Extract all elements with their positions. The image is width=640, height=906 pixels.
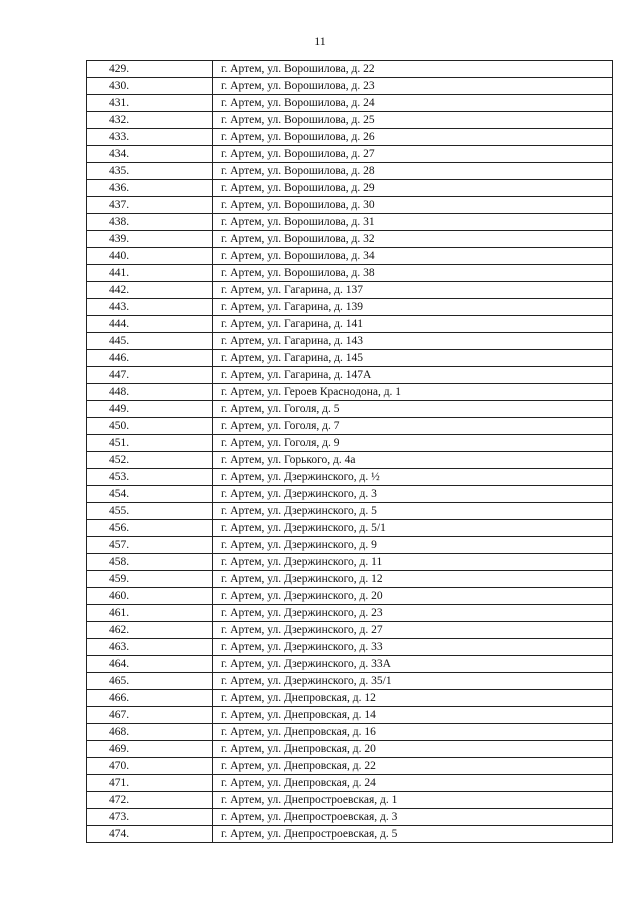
table-row (87, 265, 613, 282)
row-number: 460. (87, 588, 213, 605)
row-address: г. Артем, ул. Дзержинского, д. 27 (213, 622, 613, 639)
row-number: 436. (87, 180, 213, 197)
row-address: г. Артем, ул. Днепростроевская, д. 5 (213, 826, 613, 843)
row-address: г. Артем, ул. Дзержинского, д. 9 (213, 537, 613, 554)
row-address: г. Артем, ул. Гагарина, д. 139 (213, 299, 613, 316)
row-number: 455. (87, 503, 213, 520)
table-row (87, 503, 613, 520)
row-number: 469. (87, 741, 213, 758)
row-address: г. Артем, ул. Ворошилова, д. 30 (213, 197, 613, 214)
row-address: г. Артем, ул. Ворошилова, д. 27 (213, 146, 613, 163)
row-number: 459. (87, 571, 213, 588)
table-row (87, 384, 613, 401)
row-address: г. Артем, ул. Днепровская, д. 14 (213, 707, 613, 724)
row-number: 463. (87, 639, 213, 656)
row-address: г. Артем, ул. Днепростроевская, д. 3 (213, 809, 613, 826)
table-row (87, 129, 613, 146)
table-row (87, 146, 613, 163)
table-row (87, 588, 613, 605)
table-row (87, 350, 613, 367)
row-address: г. Артем, ул. Гагарина, д. 147А (213, 367, 613, 384)
row-number: 441. (87, 265, 213, 282)
table-row (87, 537, 613, 554)
row-number: 443. (87, 299, 213, 316)
row-address: г. Артем, ул. Дзержинского, д. 35/1 (213, 673, 613, 690)
table-row (87, 163, 613, 180)
table-row (87, 639, 613, 656)
table-row (87, 690, 613, 707)
row-number: 466. (87, 690, 213, 707)
row-number: 471. (87, 775, 213, 792)
row-address: г. Артем, ул. Дзержинского, д. 5/1 (213, 520, 613, 537)
row-address: г. Артем, ул. Дзержинского, д. 33 (213, 639, 613, 656)
row-number: 453. (87, 469, 213, 486)
table-row (87, 282, 613, 299)
row-number: 464. (87, 656, 213, 673)
row-number: 461. (87, 605, 213, 622)
row-number: 456. (87, 520, 213, 537)
row-address: г. Артем, ул. Гагарина, д. 141 (213, 316, 613, 333)
table-row (87, 741, 613, 758)
row-address: г. Артем, ул. Дзержинского, д. 20 (213, 588, 613, 605)
row-address: г. Артем, ул. Дзержинского, д. 3 (213, 486, 613, 503)
table-row (87, 214, 613, 231)
row-address: г. Артем, ул. Дзержинского, д. 23 (213, 605, 613, 622)
table-row (87, 724, 613, 741)
row-address: г. Артем, ул. Дзержинского, д. 33А (213, 656, 613, 673)
table-row (87, 61, 613, 78)
row-address: г. Артем, ул. Ворошилова, д. 34 (213, 248, 613, 265)
row-address: г. Артем, ул. Дзержинского, д. 5 (213, 503, 613, 520)
row-number: 437. (87, 197, 213, 214)
row-number: 462. (87, 622, 213, 639)
row-address: г. Артем, ул. Гоголя, д. 9 (213, 435, 613, 452)
row-address: г. Артем, ул. Гагарина, д. 137 (213, 282, 613, 299)
row-address: г. Артем, ул. Гоголя, д. 7 (213, 418, 613, 435)
row-number: 465. (87, 673, 213, 690)
row-address: г. Артем, ул. Днепровская, д. 16 (213, 724, 613, 741)
table-row (87, 333, 613, 350)
row-number: 434. (87, 146, 213, 163)
row-address: г. Артем, ул. Ворошилова, д. 25 (213, 112, 613, 129)
row-number: 442. (87, 282, 213, 299)
row-address: г. Артем, ул. Дзержинского, д. 12 (213, 571, 613, 588)
table-row (87, 809, 613, 826)
table-row (87, 826, 613, 843)
row-number: 430. (87, 78, 213, 95)
row-number: 444. (87, 316, 213, 333)
row-number: 438. (87, 214, 213, 231)
table-row (87, 758, 613, 775)
row-number: 448. (87, 384, 213, 401)
row-address: г. Артем, ул. Днепровская, д. 12 (213, 690, 613, 707)
table-row (87, 452, 613, 469)
table-row (87, 78, 613, 95)
row-address: г. Артем, ул. Ворошилова, д. 32 (213, 231, 613, 248)
table-row (87, 656, 613, 673)
row-address: г. Артем, ул. Гоголя, д. 5 (213, 401, 613, 418)
row-number: 431. (87, 95, 213, 112)
table-row (87, 792, 613, 809)
row-address: г. Артем, ул. Ворошилова, д. 28 (213, 163, 613, 180)
row-address: г. Артем, ул. Ворошилова, д. 29 (213, 180, 613, 197)
table-row (87, 520, 613, 537)
row-address: г. Артем, ул. Ворошилова, д. 31 (213, 214, 613, 231)
table-row (87, 197, 613, 214)
row-number: 445. (87, 333, 213, 350)
table-row (87, 248, 613, 265)
row-address: г. Артем, ул. Дзержинского, д. 11 (213, 554, 613, 571)
row-number: 467. (87, 707, 213, 724)
row-address: г. Артем, ул. Ворошилова, д. 22 (213, 61, 613, 78)
row-address: г. Артем, ул. Горького, д. 4а (213, 452, 613, 469)
page-number: 11 (314, 34, 326, 48)
row-number: 433. (87, 129, 213, 146)
row-address: г. Артем, ул. Дзержинского, д. ½ (213, 469, 613, 486)
row-address: г. Артем, ул. Днепровская, д. 22 (213, 758, 613, 775)
row-address: г. Артем, ул. Ворошилова, д. 26 (213, 129, 613, 146)
row-number: 450. (87, 418, 213, 435)
table-row (87, 486, 613, 503)
table-row (87, 316, 613, 333)
table-row (87, 673, 613, 690)
row-number: 470. (87, 758, 213, 775)
row-address: г. Артем, ул. Ворошилова, д. 24 (213, 95, 613, 112)
address-table-body (87, 61, 613, 843)
row-number: 447. (87, 367, 213, 384)
row-number: 457. (87, 537, 213, 554)
table-row (87, 401, 613, 418)
row-number: 449. (87, 401, 213, 418)
row-number: 454. (87, 486, 213, 503)
row-number: 435. (87, 163, 213, 180)
table-row (87, 469, 613, 486)
row-number: 439. (87, 231, 213, 248)
table-row (87, 95, 613, 112)
row-number: 446. (87, 350, 213, 367)
table-row (87, 112, 613, 129)
row-address: г. Артем, ул. Ворошилова, д. 38 (213, 265, 613, 282)
row-address: г. Артем, ул. Героев Краснодона, д. 1 (213, 384, 613, 401)
row-number: 451. (87, 435, 213, 452)
table-row (87, 571, 613, 588)
row-number: 432. (87, 112, 213, 129)
row-address: г. Артем, ул. Днепровская, д. 20 (213, 741, 613, 758)
table-row (87, 605, 613, 622)
table-row (87, 622, 613, 639)
row-address: г. Артем, ул. Гагарина, д. 145 (213, 350, 613, 367)
table-row (87, 435, 613, 452)
row-number: 472. (87, 792, 213, 809)
table-row (87, 707, 613, 724)
address-table (86, 60, 613, 843)
table-row (87, 180, 613, 197)
row-address: г. Артем, ул. Днепровская, д. 24 (213, 775, 613, 792)
row-number: 429. (87, 61, 213, 78)
table-row (87, 554, 613, 571)
table-row (87, 367, 613, 384)
row-number: 452. (87, 452, 213, 469)
table-row (87, 231, 613, 248)
row-address: г. Артем, ул. Днепростроевская, д. 1 (213, 792, 613, 809)
row-number: 458. (87, 554, 213, 571)
row-number: 468. (87, 724, 213, 741)
table-row (87, 299, 613, 316)
row-number: 474. (87, 826, 213, 843)
row-number: 473. (87, 809, 213, 826)
table-row (87, 418, 613, 435)
row-address: г. Артем, ул. Гагарина, д. 143 (213, 333, 613, 350)
row-address: г. Артем, ул. Ворошилова, д. 23 (213, 78, 613, 95)
row-number: 440. (87, 248, 213, 265)
table-row (87, 775, 613, 792)
